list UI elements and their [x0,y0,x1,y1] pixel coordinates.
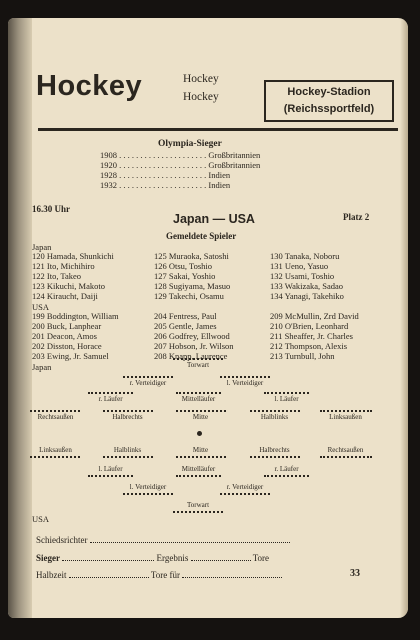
referee-field[interactable] [90,542,290,543]
program-page [8,18,408,618]
result-label: Ergebnis [156,553,189,563]
player-row: 200 Buck, Lanphear [32,321,102,331]
player-row: 127 Sakai, Yoshio [154,271,216,281]
halftime-field[interactable] [69,577,149,578]
player-row: 211 Sheaffer, Jr. Charles [270,331,353,341]
r-verteidiger-usa-label: r. Verteidiger [226,483,264,491]
player-row: 128 Sugiyama, Masuo [154,281,231,291]
venue-box [264,80,394,122]
olympia-winners-list [100,150,320,190]
l-verteidiger-usa-label: l. Verteidiger [129,483,167,491]
linksaussen-japan-line [320,410,372,412]
winner-row: 1920 . . . . . . . . . . . . . . . . . . . . . Großbritannien [100,160,261,170]
formation-japan-label: Japan [32,362,52,372]
goals-for-field[interactable] [182,577,282,578]
player-row: 131 Ueno, Yasuo [270,261,329,271]
halbrechts-usa-label: Halbrechts [259,446,290,454]
halftime-line [36,570,282,580]
center-spot [197,431,202,436]
japan-col-1 [32,251,114,301]
player-row: 209 McMullin, Zrd David [270,311,359,321]
mittellaeufer-japan-label: Mittelläufer [181,395,216,403]
rechtsaussen-usa-line [320,456,372,458]
japan-col-3 [270,251,344,301]
linksaussen-japan-label: Linksaußen [329,413,362,421]
players-heading: Gemeldete Spieler [166,231,237,241]
l-laeufer-usa-label: l. Läufer [98,465,123,473]
usa-col-3 [270,311,359,361]
referee-line [36,535,290,545]
winner-label: Sieger [36,553,60,563]
match-time: 16.30 Uhr [32,204,70,214]
page-edge [400,18,408,618]
player-row: 132 Usami, Toshio [270,271,335,281]
header-rule [38,128,398,131]
r-laeufer-japan-label: r. Läufer [98,395,123,403]
player-row: 124 Kiraucht, Daiji [32,291,98,301]
halftime-label: Halbzeit [36,570,67,580]
torwart-japan-line [173,358,223,360]
halblinks-japan-label: Halblinks [260,413,289,421]
rechtsaussen-usa-label: Rechtsaußen [327,446,364,454]
torwart-usa-line [173,511,223,513]
venue-location: (Reichssportfeld) [283,103,375,115]
goals-label: Tore [252,553,270,563]
player-row: 212 Thompson, Alexis [270,341,348,351]
mitte-usa-line [176,456,226,458]
player-row: 199 Boddington, William [32,311,119,321]
page-number: 33 [350,568,360,579]
halblinks-usa-label: Halblinks [113,446,142,454]
l-verteidiger-japan-label: l. Verteidiger [226,379,264,387]
winner-row: 1908 . . . . . . . . . . . . . . . . . . . . . Großbritannien [100,150,261,160]
mitte-japan-label: Mitte [192,413,209,421]
usa-col-1 [32,311,119,361]
winner-row: 1928 . . . . . . . . . . . . . . . . . . . . . Indien [100,170,231,180]
torwart-japan-label: Torwart [186,361,210,369]
winner-row: 1932 . . . . . . . . . . . . . . . . . . . . . Indien [100,180,231,190]
subtitle-2: Hockey [183,91,219,103]
result-field[interactable] [191,560,251,561]
winner-field[interactable] [62,560,154,561]
formation-usa-label: USA [32,514,50,524]
halbrechts-japan-label: Halbrechts [112,413,143,421]
japan-col-2 [154,251,230,301]
mitte-japan-line [176,410,226,412]
player-row: 123 Kikuchi, Makoto [32,281,105,291]
player-row: 207 Hobson, Jr. Wilson [154,341,234,351]
halblinks-japan-line [250,410,300,412]
r-verteidiger-japan-line [123,376,173,378]
l-laeufer-japan-line [264,392,309,394]
l-verteidiger-japan-line [220,376,270,378]
player-row: 202 Disston, Horace [32,341,102,351]
olympia-heading: Olympia-Sieger [158,139,222,149]
halbrechts-japan-line [103,410,153,412]
player-row: 201 Deacon, Amos [32,331,97,341]
r-laeufer-japan-line [88,392,133,394]
player-row: 206 Godfrey, Ellwood [154,331,230,341]
rechtsaussen-japan-line [30,410,80,412]
mittellaeufer-usa-label: Mittelläufer [181,465,216,473]
halblinks-usa-line [103,456,153,458]
player-row: 203 Ewing, Jr. Samuel [32,351,109,361]
goals-for-label: Tore für [150,570,180,580]
japan-label: Japan [32,242,52,252]
referee-label: Schiedsrichter [36,535,88,545]
player-row: 120 Hamada, Shunkichi [32,251,114,261]
usa-label: USA [32,302,50,312]
l-laeufer-usa-line [88,475,133,477]
r-verteidiger-usa-line [220,493,270,495]
player-row: 134 Yanagi, Takehiko [270,291,344,301]
mittellaeufer-japan-line [176,392,221,394]
player-row: 133 Wakizaka, Sadao [270,281,344,291]
l-verteidiger-usa-line [123,493,173,495]
page-title: Hockey [36,70,143,102]
torwart-usa-label: Torwart [186,501,210,509]
player-row: 213 Turnbull, John [270,351,335,361]
player-row: 210 O'Brien, Leonhard [270,321,349,331]
r-verteidiger-japan-label: r. Verteidiger [129,379,167,387]
linksaussen-usa-line [30,456,80,458]
subtitle-1: Hockey [183,73,219,85]
player-row: 122 Ito, Takeo [32,271,82,281]
player-row: 126 Otsu, Toshio [154,261,213,271]
mittellaeufer-usa-line [176,475,221,477]
match-title: Japan — USA [173,212,255,226]
player-row: 125 Muraoka, Satoshi [154,251,229,261]
book-gutter [8,18,32,618]
result-line [36,553,269,563]
player-row: 129 Takechi, Osamu [154,291,224,301]
r-laeufer-usa-label: r. Läufer [274,465,299,473]
halbrechts-usa-line [250,456,300,458]
rechtsaussen-japan-label: Rechtsaußen [37,413,74,421]
mitte-usa-label: Mitte [192,446,209,454]
venue-name: Hockey-Stadion [287,86,371,98]
player-row: 121 Ito, Michihiro [32,261,95,271]
player-row: 130 Tanaka, Noboru [270,251,340,261]
match-field: Platz 2 [343,212,370,222]
r-laeufer-usa-line [264,475,309,477]
player-row: 205 Gentle, James [154,321,217,331]
l-laeufer-japan-label: l. Läufer [274,395,299,403]
linksaussen-usa-label: Linksaußen [39,446,72,454]
usa-col-2 [154,311,234,361]
player-row: 208 Knapp, Laurence [154,351,228,361]
player-row: 204 Fentress, Paul [154,311,217,321]
